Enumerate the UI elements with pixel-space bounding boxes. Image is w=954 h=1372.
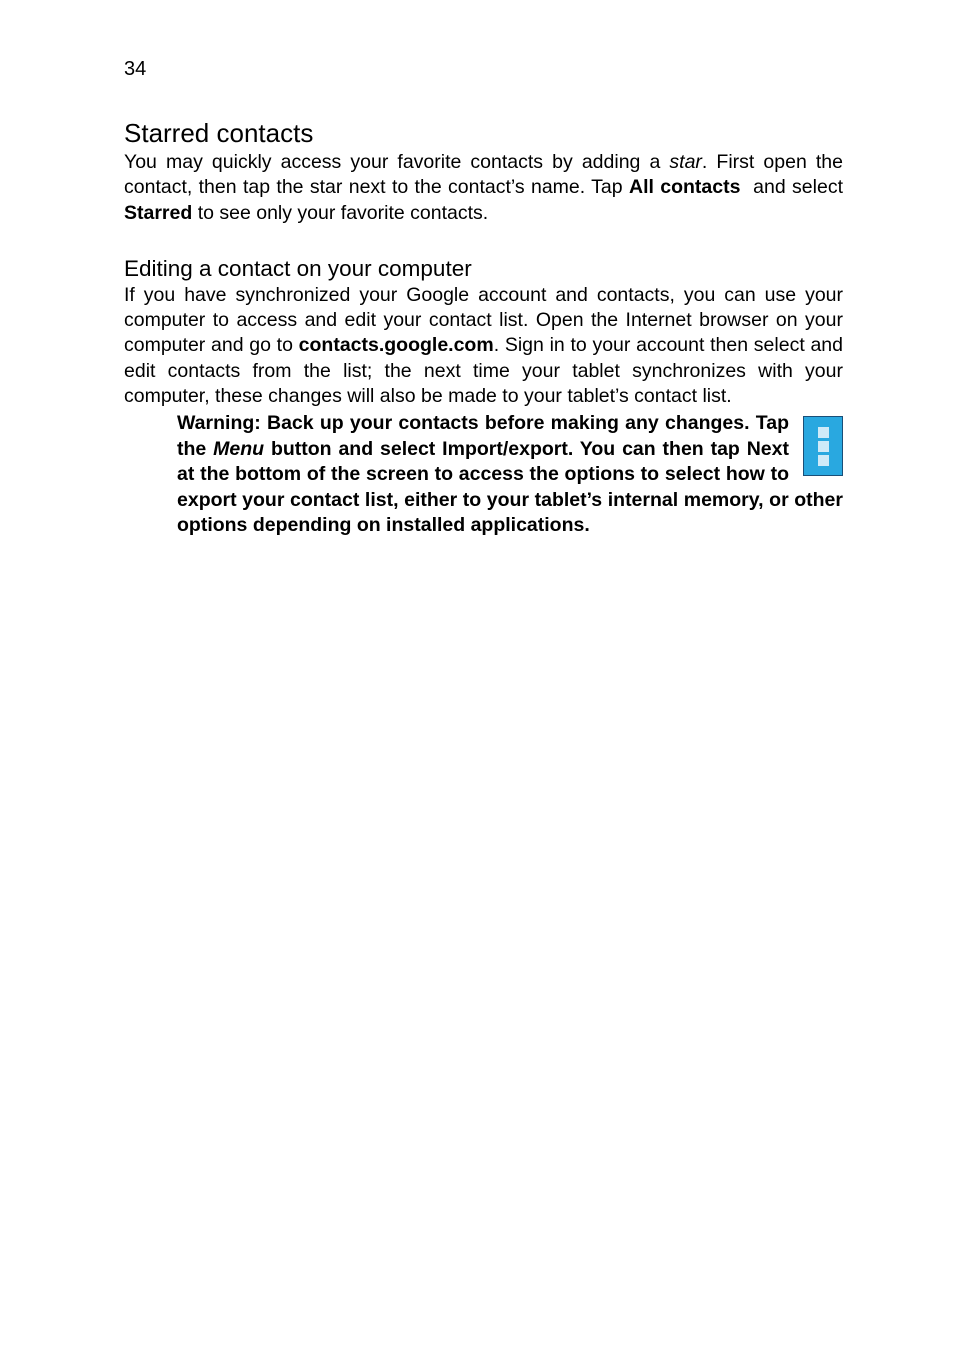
warning-text — [177, 411, 843, 539]
section-title-editing-contact: Editing a contact on your computer — [124, 255, 472, 281]
menu-icon — [803, 416, 843, 476]
menu-icon-dot — [818, 455, 829, 466]
emphasis-star: star — [669, 151, 702, 173]
text-run: You may quickly access your favorite contacts by adding a — [124, 151, 670, 173]
bold-starred: Starred — [124, 201, 193, 224]
warning-note — [177, 411, 843, 539]
bold-all-contacts: All contacts — [628, 176, 741, 199]
text-run: . Sign in to your account then select and edit contacts from the list; the next time your tablet synchronizes with your computer, these changes will also be made to your tablet’s contact list. — [124, 334, 843, 408]
text-run: . First open the contact, then tap the star next to the contact’s name. Tap — [124, 151, 843, 199]
section-title-starred-contacts: Starred contacts — [124, 118, 314, 148]
text-run: If you have synchronized your Google account and contacts, you can use your computer to access and edit your contact list. Open the Internet browser on your computer and go to — [124, 283, 843, 357]
page-number: 34 — [124, 58, 147, 80]
text-run: Warning: Back up your contacts before making any changes. Tap the — [177, 412, 789, 460]
bold-contacts-url: contacts.google.com — [298, 334, 494, 357]
text-run: button and select Import/export. You can then tap Next at the bottom of the screen to access the options to select how to export your contact list, either to your tablet’s internal memory, or other options depending on installed applications. — [177, 437, 843, 537]
emphasis-menu: Menu — [213, 437, 265, 460]
editing-contact-paragraph — [124, 283, 843, 409]
page-content — [124, 116, 849, 539]
menu-icon-dot — [818, 441, 829, 452]
text-run: and select — [740, 176, 849, 199]
menu-icon-dot — [818, 427, 829, 438]
text-run: to see only your favorite contacts. — [192, 201, 489, 224]
starred-contacts-paragraph — [124, 150, 849, 226]
